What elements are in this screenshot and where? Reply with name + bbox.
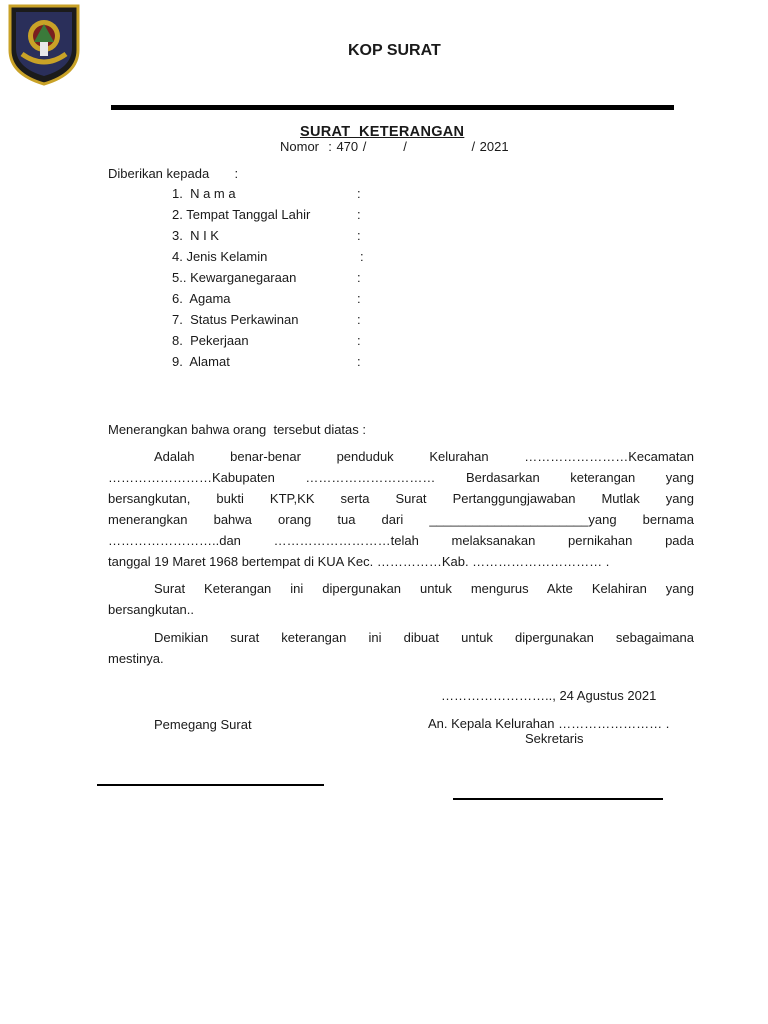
field-colon: : (357, 354, 361, 369)
field-status-perkawinan: 7. Status Perkawinan (172, 312, 299, 327)
paragraph-line: bersangkutan, bukti KTP,KK serta Surat Pertanggungjawaban Mutlak yang (108, 491, 694, 506)
field-pekerjaan: 8. Pekerjaan (172, 333, 249, 348)
paragraph-line: menerangkan bahwa orang tua dari ______________________yang bernama (108, 512, 694, 527)
paragraph-line: mestinya. (108, 651, 164, 666)
field-colon: : (357, 186, 361, 201)
paragraph-line: tanggal 19 Maret 1968 bertempat di KUA Kec. ……………Kab. ………………………… . (108, 554, 610, 569)
paragraph-line: Demikian surat keterangan ini dibuat untuk dipergunakan sebagaimana (154, 630, 694, 645)
field-colon: : (357, 207, 361, 222)
header-divider (111, 105, 674, 110)
letter-title: SURAT KETERANGAN (300, 124, 465, 140)
official-signature-line (453, 798, 663, 800)
field-colon: : (357, 312, 361, 327)
holder-signature-line (97, 784, 324, 786)
paragraph-line: ……………………..dan ………………………telah melaksanakan pernikahan pada (108, 533, 694, 548)
paragraph-line: ……………………Kabupaten ………………………… Berdasarkan keterangan yang (108, 470, 694, 485)
field-kewarganegaraan: 5.. Kewarganegaraan (172, 270, 297, 285)
intro-line: Diberikan kepada : (108, 166, 239, 181)
paragraph-line: bersangkutan.. (108, 602, 195, 617)
field-colon: : (357, 228, 361, 243)
field-nama: 1. N a m a (172, 186, 236, 201)
field-agama: 6. Agama (172, 291, 231, 306)
letter-number: Nomor : 470 / / / 2021 (280, 139, 509, 154)
field-colon: : (357, 333, 361, 348)
field-ttl: 2. Tempat Tanggal Lahir (172, 207, 311, 222)
statement-intro: Menerangkan bahwa orang tersebut diatas : (108, 422, 367, 437)
field-jenis-kelamin: 4. Jenis Kelamin (172, 249, 268, 264)
field-colon: : (357, 291, 361, 306)
official-label: An. Kepala Kelurahan …………………… . (428, 716, 670, 731)
holder-label: Pemegang Surat (154, 717, 252, 732)
official-title: Sekretaris (525, 731, 584, 746)
field-colon: : (357, 270, 361, 285)
field-colon: : (360, 249, 364, 264)
paragraph-line: Surat Keterangan ini dipergunakan untuk mengurus Akte Kelahiran yang (154, 581, 694, 596)
regency-crest-icon (4, 2, 84, 86)
paragraph-line: Adalah benar-benar penduduk Kelurahan ……………………Kecamatan (154, 449, 694, 464)
field-alamat: 9. Alamat (172, 354, 230, 369)
signature-date: …………………….., 24 Agustus 2021 (441, 688, 657, 703)
field-nik: 3. N I K (172, 228, 219, 243)
